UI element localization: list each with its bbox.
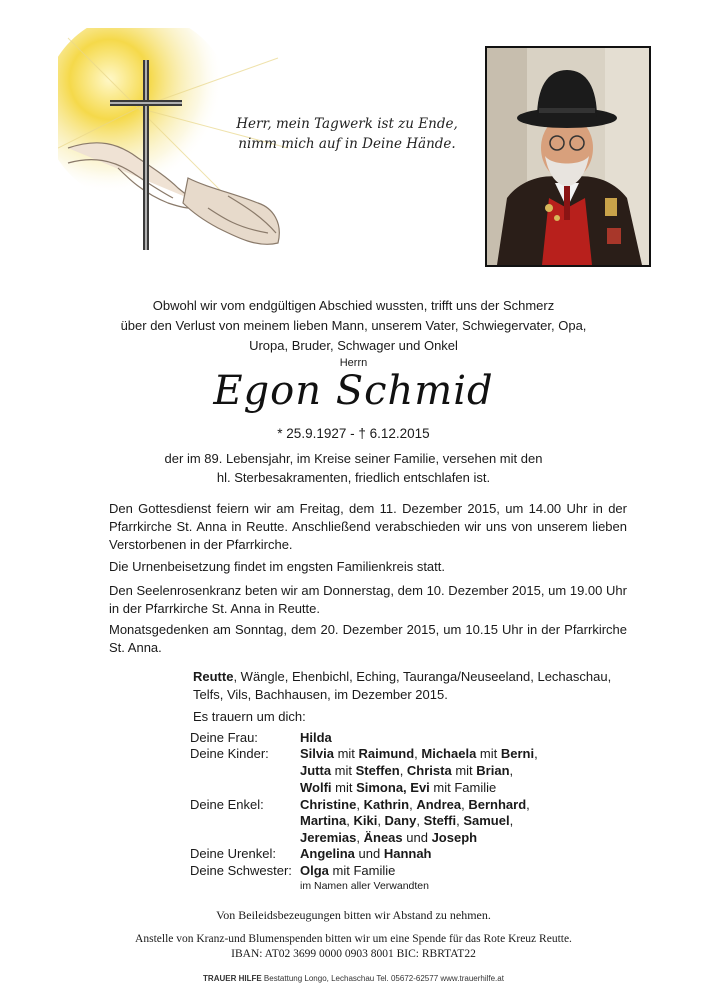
relative-name: Olga [300,863,329,878]
relative-connector: , [356,830,364,845]
relative-name: Wolfi [300,780,332,795]
relative-name: Steffen [355,763,400,778]
relative-line [300,863,395,878]
relative-name: Äneas [363,830,403,845]
relative-name: Andrea [416,797,462,812]
relative-label-great-grandchildren: Deine Urenkel: [190,846,276,861]
burial-paragraph: Die Urnenbeisetzung findet im engsten Familienkreis statt. [109,559,445,574]
relative-name: Berni [500,746,535,761]
intro-text [0,296,707,356]
relative-name: Brian [476,763,510,778]
mourners-heading: Es trauern um dich: [193,709,306,724]
relative-connector: mit Familie [328,863,396,878]
relative-name: Samuel [463,813,510,828]
brand-name: TRAUER HILFE [203,974,262,983]
relative-connector: mit [333,746,359,761]
relative-connector: mit Familie [429,780,497,795]
relative-name: Bernhard [468,797,527,812]
relative-name: Michaela [421,746,477,761]
rosary-paragraph: Den Seelenrosenkranz beten wir am Donnerstag, dem 10. Dezember 2015, um 19.00 Uhr in der Pfarrkirche St. Anna in Reutte. [109,583,627,616]
intro-line-2: über den Verlust von meinem lieben Mann, unserem Vater, Schwiegervater, Opa, [120,318,587,333]
relative-name: Steffi [423,813,457,828]
relative-label-wife: Deine Frau: [190,730,258,745]
intro-line-3: Uropa, Bruder, Schwager und Onkel [249,338,458,353]
relative-line [300,813,513,828]
relative-line [300,746,538,761]
relative-line [300,763,513,778]
funeral-home-footer [0,974,707,983]
relative-line [300,730,332,745]
relative-connector: , [346,813,354,828]
bible-quote [232,114,462,154]
relative-name: Christa [406,763,452,778]
relative-connector: , [409,797,417,812]
places-rest: , Wängle, Ehenbichl, Eching, Tauranga/Neuseeland, Lechaschau, Telfs, Vils, Bachhausen, im Dezember 2015. [193,669,612,702]
relative-connector: , [526,797,530,812]
relative-label-sister: Deine Schwester: [190,863,292,878]
bank-details: IBAN: AT02 3699 0000 0903 8001 BIC: RBRTAT22 [231,948,476,960]
donation-note [0,932,707,962]
relative-connector: mit [331,763,356,778]
relative-name: Angelina [300,846,355,861]
relative-name: Raimund [358,746,415,761]
relative-name: Martina [300,813,347,828]
relative-line [300,797,530,812]
relative-label-grandchildren: Deine Enkel: [190,797,264,812]
relative-name: Hannah [383,846,432,861]
relative-connector: , [534,746,538,761]
relative-name: Joseph [431,830,478,845]
portrait-illustration [487,48,649,265]
relative-connector: mit [331,780,357,795]
relative-connector: und [354,846,384,861]
relative-connector: , [399,763,407,778]
relative-line [300,780,496,795]
relative-connector: , [461,797,469,812]
relative-connector: , [509,763,514,778]
relative-connector: , [377,813,385,828]
relative-name: Kiki [353,813,378,828]
relative-name: Kathrin [363,797,410,812]
relative-name: Christine [300,797,357,812]
service-paragraph: Den Gottesdienst feiern wir am Freitag, dem 11. Dezember 2015, um 14.00 Uhr in der Pfarrkirche St. Anna in Reutte. Anschließend verabschieden wir uns von unserem lieben Verstorbenen in der Pfarrkirche. [109,501,627,552]
intro-line-1: Obwohl wir vom endgültigen Abschied wussten, trifft uns der Schmerz [152,298,555,313]
relative-connector: mit [451,763,477,778]
honorific: Herrn [339,357,368,369]
passing-line-1: der im 89. Lebensjahr, im Kreise seiner Familie, versehen mit den [164,451,543,466]
life-dates: * 25.9.1927 - † 6.12.2015 [277,426,430,441]
condolence-note: Von Beileidsbezeugungen bitten wir Abstand zu nehmen. [216,908,491,922]
memorial-paragraph: Monatsgedenken am Sonntag, dem 20. Dezember 2015, um 10.15 Uhr in der Pfarrkirche St. Anna. [109,622,627,655]
funeral-home-info: Bestattung Longo, Lechaschau Tel. 05672-62577 www.trauerhilfe.at [261,974,504,983]
deceased-name: Egon Schmid [213,368,494,414]
relative-name: Hilda [300,730,332,745]
portrait-photo [485,46,651,267]
passing-text [0,449,707,487]
quote-line-1: Herr, mein Tagwerk ist zu Ende, [236,116,458,132]
relative-connector: , [416,813,424,828]
relative-name: Simona, Evi [356,780,430,795]
relative-connector: , [456,813,464,828]
relative-line [300,846,432,861]
relative-connector: und [402,830,432,845]
relative-name: Jeremias [300,830,357,845]
relative-connector: , [356,797,364,812]
relative-name: Dany [384,813,417,828]
relative-name: Silvia [300,746,334,761]
relative-connector: , [509,813,514,828]
places-and-date [193,668,613,704]
relatives-footer: im Namen aller Verwandten [300,880,429,892]
donation-line: Anstelle von Kranz-und Blumenspenden bitten wir um eine Spende für das Rote Kreuz Reutte. [135,933,572,945]
relative-connector: mit [476,746,501,761]
relative-label-children: Deine Kinder: [190,746,269,761]
relative-name: Jutta [300,763,332,778]
places-bold: Reutte [193,669,234,684]
relative-line [300,830,477,845]
relative-connector: , [414,746,422,761]
passing-line-2: hl. Sterbesakramenten, friedlich entschlafen ist. [216,470,491,485]
quote-line-2: nimm mich auf in Deine Hände. [238,136,456,152]
